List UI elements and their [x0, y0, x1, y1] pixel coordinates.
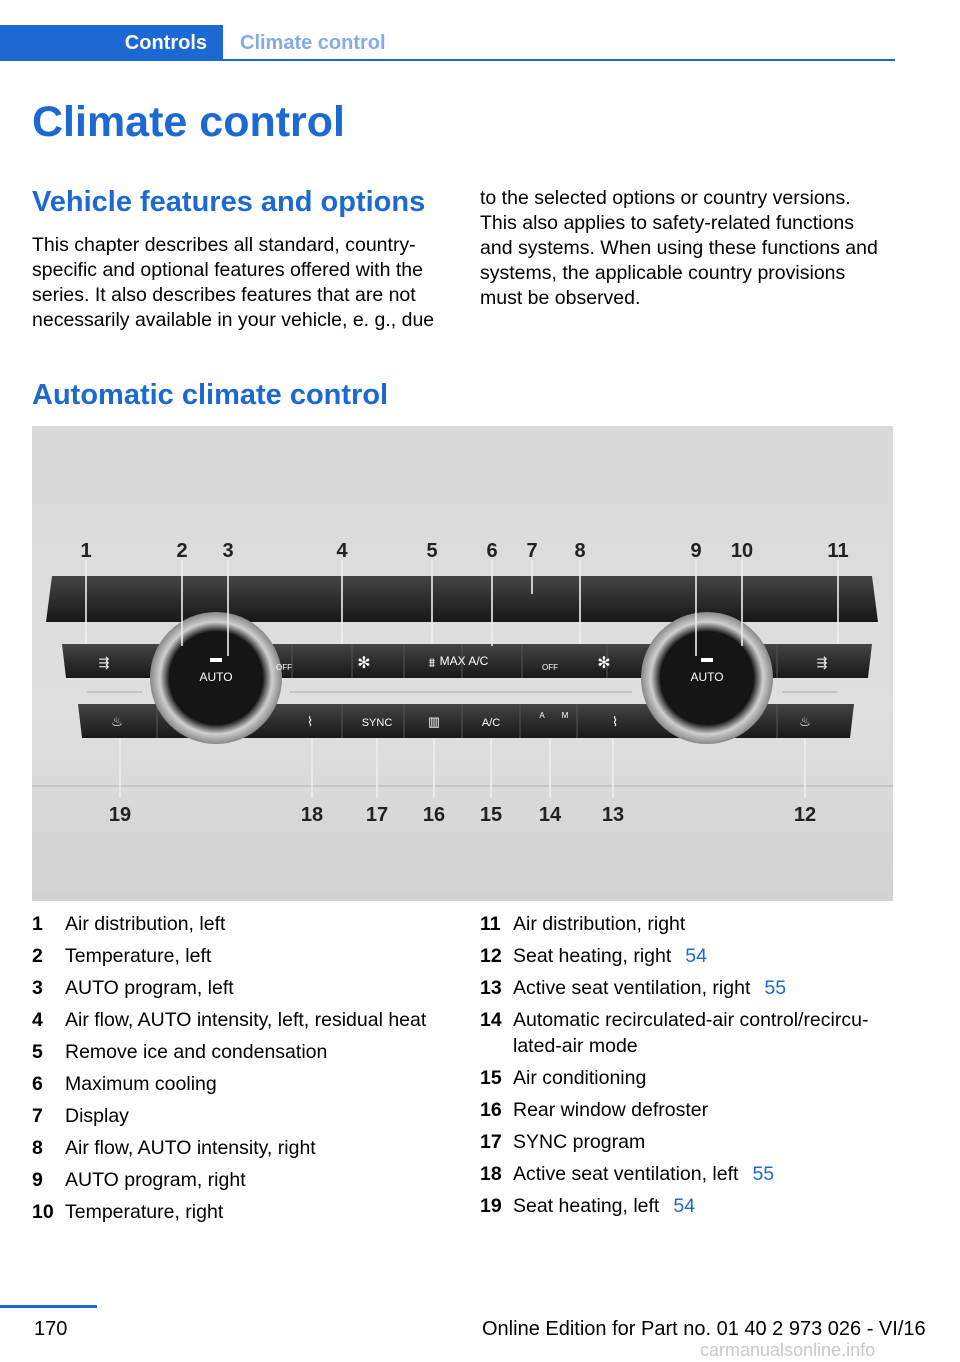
vehicle-features-text-col1: This chapter describes all standard, country-specific and optional features offered with the series. It also describes features that are not necessarily available in your vehicle, e. g., due	[32, 234, 435, 331]
callout-16: 16	[422, 804, 446, 826]
page-header	[0, 25, 895, 62]
page-number: 170	[34, 1318, 68, 1340]
callout-1: 1	[80, 540, 92, 562]
edition-text: Online Edition for Part no. 01 40 2 973 026 - VI/16	[482, 1318, 926, 1340]
legend-text: Active seat ventilation, right	[513, 977, 751, 999]
legend-number: 1	[32, 913, 43, 935]
legend-text: Air distribution, right	[513, 913, 686, 935]
callout-10: 10	[730, 540, 754, 562]
legend-number: 3	[32, 977, 43, 999]
seat-ventilation-icon-left: ⌇	[306, 714, 314, 729]
legend-number: 13	[480, 977, 502, 999]
ac-label: A/C	[481, 717, 501, 729]
seat-heating-icon-right: ♨	[799, 714, 811, 729]
callout-2: 2	[176, 540, 188, 562]
auto-label-right: AUTO	[690, 670, 724, 684]
list-item	[32, 1168, 462, 1194]
list-item	[480, 1194, 892, 1220]
callout-8: 8	[574, 540, 586, 562]
header-rule	[0, 59, 895, 61]
list-item	[32, 1072, 462, 1098]
legend-text: AUTO program, right	[65, 1169, 246, 1191]
sync-label: SYNC	[361, 717, 393, 729]
callout-9: 9	[690, 540, 702, 562]
legend-text: Seat heating, right	[513, 945, 672, 967]
list-item	[32, 1008, 462, 1034]
list-item	[32, 944, 462, 970]
legend-text: Air flow, AUTO intensity, left, residual heat	[65, 1009, 427, 1031]
list-item	[480, 912, 892, 938]
legend-number: 8	[32, 1137, 43, 1159]
fan-icon-right: ✻	[597, 655, 611, 672]
legend-text: Seat heating, left	[513, 1194, 660, 1217]
display-bar	[46, 576, 878, 622]
section-tab[interactable]: Controls	[0, 25, 223, 61]
callout-19: 19	[108, 804, 132, 826]
legend-text: SYNC program	[513, 1130, 646, 1153]
legend-number: 6	[32, 1073, 43, 1095]
seat-heating-icon-left: ♨	[111, 714, 123, 729]
m-label: M	[561, 711, 569, 720]
legend-right-column	[480, 912, 892, 1226]
vehicle-features-text-col2: to the selected options or country versions. This also applies to safety-related functions and systems. When using these functions and systems, the applicable country provisions must be observed.	[480, 187, 878, 309]
page-reference-link[interactable]: 54	[673, 1194, 696, 1217]
rear-defrost-icon: ▥	[427, 714, 441, 729]
seat-ventilation-icon-right: ⌇	[611, 714, 619, 729]
watermark: carmanualsonline.info	[700, 1340, 876, 1360]
list-item	[32, 1104, 462, 1130]
list-item	[480, 1162, 892, 1188]
legend-number: 2	[32, 945, 43, 967]
footer-rule	[0, 1305, 97, 1308]
legend-number: 14	[480, 1009, 502, 1031]
vehicle-features-heading: Vehicle features and options	[32, 186, 426, 218]
list-item	[480, 944, 892, 970]
callout-5: 5	[426, 540, 438, 562]
air-distribution-icon-left: ⇶	[98, 655, 110, 670]
legend-text: Air flow, AUTO intensity, right	[65, 1137, 316, 1159]
legend-number: 7	[32, 1105, 43, 1127]
callout-3: 3	[222, 540, 234, 562]
legend-number: 9	[32, 1169, 43, 1191]
list-item	[480, 1066, 892, 1092]
callout-6: 6	[486, 540, 498, 562]
legend-text: Active seat ventilation, left	[513, 1162, 739, 1185]
callout-13: 13	[601, 804, 625, 826]
list-item	[480, 1130, 892, 1156]
callout-4: 4	[336, 540, 348, 562]
air-distribution-icon-right: ⇶	[816, 655, 828, 670]
fan-icon-left: ✻	[357, 655, 371, 672]
legend-number: 10	[32, 1201, 54, 1223]
legend-text: Rear window defroster	[513, 1098, 709, 1121]
legend-number: 16	[480, 1098, 502, 1121]
list-item	[32, 1200, 462, 1226]
legend-text: Remove ice and condensation	[65, 1041, 328, 1063]
legend-text: AUTO program, left	[65, 977, 234, 999]
callout-11: 11	[827, 540, 849, 562]
legend-number: 5	[32, 1041, 43, 1063]
list-item	[32, 1040, 462, 1066]
callout-15: 15	[479, 804, 503, 826]
legend-text: Display	[65, 1105, 129, 1127]
list-item	[480, 1098, 892, 1124]
chapter-tab[interactable]: Climate control	[240, 31, 386, 54]
a-label: A	[539, 711, 545, 720]
legend-text: Air conditioning	[513, 1066, 647, 1089]
legend-text: Automatic recirculated-air control/recircu-lated-air mode	[513, 1009, 869, 1057]
callout-17: 17	[365, 804, 389, 826]
callout-7: 7	[526, 540, 538, 562]
legend-left-column	[32, 912, 462, 1232]
callout-18: 18	[300, 804, 324, 826]
page-title: Climate control	[32, 98, 345, 146]
legend-text: Temperature, left	[65, 945, 212, 967]
callout-14: 14	[538, 804, 562, 826]
legend-number: 11	[480, 913, 501, 935]
auto-label-left: AUTO	[199, 670, 233, 684]
automatic-climate-heading: Automatic climate control	[32, 379, 389, 411]
callout-12: 12	[793, 804, 817, 826]
legend-text: Air distribution, left	[65, 913, 226, 935]
max-ac-label: MAX A/C	[439, 654, 489, 668]
legend-text: Temperature, right	[65, 1201, 224, 1223]
legend-number: 17	[480, 1130, 502, 1153]
page-reference-link[interactable]: 55	[764, 977, 787, 999]
list-item	[32, 912, 462, 938]
off-label-left: OFF	[276, 663, 292, 672]
page-reference-link[interactable]: 54	[685, 945, 707, 967]
legend-number: 18	[480, 1162, 502, 1185]
legend-number: 12	[480, 945, 502, 967]
climate-panel-figure	[32, 426, 893, 901]
legend-text: Maximum cooling	[65, 1073, 217, 1095]
legend-number: 19	[480, 1194, 502, 1217]
legend-number: 15	[480, 1066, 502, 1089]
list-item	[32, 1136, 462, 1162]
list-item	[480, 1008, 892, 1059]
defrost-icon: ⩩	[428, 655, 436, 670]
off-label-right: OFF	[542, 663, 558, 672]
legend-number: 4	[32, 1009, 43, 1031]
page-reference-link[interactable]: 55	[752, 1162, 775, 1185]
list-item	[32, 976, 462, 1002]
list-item	[480, 976, 892, 1002]
